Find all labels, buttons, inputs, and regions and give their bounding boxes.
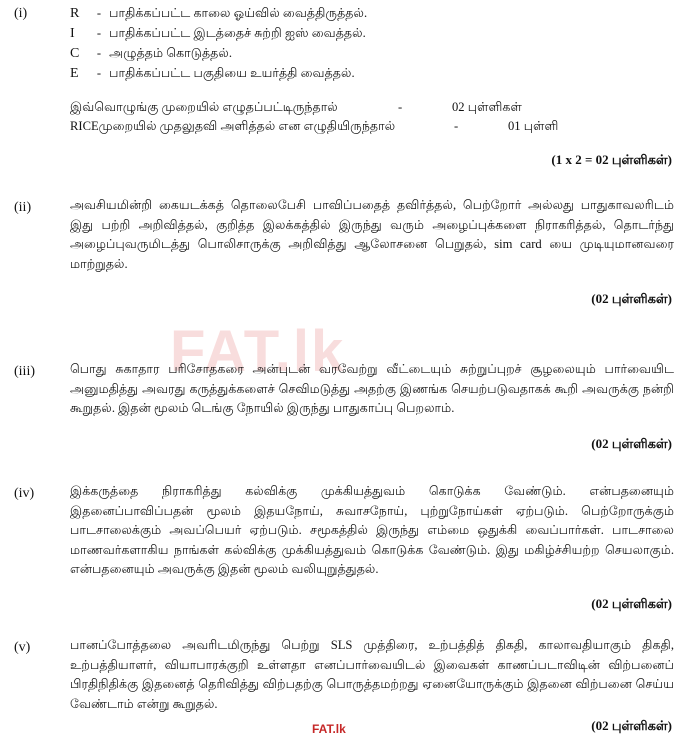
rice-item-e [70, 66, 355, 82]
question-number-ii: (ii) [14, 200, 32, 215]
question-iii-answer: பொது சுகாதார பரிசோதகரை அன்புடன் வரவேற்று வீட்டையும் சுற்றுப்புறச் சூழலையும் பார்வையிட அனுமதித்து அவரது கருத்துக்களைச் செவிமடுத்து அதற்கு இணங்க செயற்படுவதாகக் கூறி அவருக்கு நன்றி கூறுதல். இதன் மூலம் டெங்கு நோயில் இருந்து பாதுகாப்பு பெறலாம். [70, 362, 674, 415]
scoring-line-1-points: 02 புள்ளிகள் [452, 100, 522, 114]
question-iv-marks: (02 புள்ளிகள்) [591, 596, 672, 611]
scoring-line-1-text: இவ்வொழுங்கு முறையில் எழுதப்பட்டிருந்தால் [70, 100, 338, 114]
question-i-marks: (1 x 2 = 02 புள்ளிகள்) [551, 152, 672, 167]
rice-item-i [70, 26, 366, 42]
rice-text: பாதிக்கப்பட்ட பகுதியை உயர்த்தி வைத்தல். [109, 66, 355, 80]
question-number-i: (i) [14, 6, 28, 21]
dash: - [96, 26, 102, 40]
dash: - [96, 6, 102, 20]
rice-letter: I [70, 26, 75, 41]
question-v-answer: பானப்போத்தலை அவரிடமிருந்து பெற்று SLS முத்திரை, உற்பத்தித் திகதி, காலாவதியாகும் திகதி, உற்பத்தியாளர், வியாபாரக்குறி உள்ளதா எனப்பார்வையிடல் இவைகள் காணப்படாவிடின் விற்பனைப் பிரதிநிதிக்கு இதனைத் தெரிவித்து விற்பதற்கு பொருத்தமற்றது ஏனையோருக்கும் இதனை விற்பனை செய்ய வேண்டாம் என்று கூறுதல். [70, 638, 674, 711]
scoring-line-2-points: 01 புள்ளி [508, 119, 559, 133]
watermark: FAT.lk [170, 319, 346, 384]
question-ii-answer: அவசியமின்றி கையடக்கத் தொலைபேசி பாவிப்பதைத் தவிர்த்தல், பெற்றோர் அல்லது பாதுகாவலரிடம் இது பற்றி அறிவித்தல், குறித்த இலக்கத்தில் இருந்து வரும் அழைப்புக்களை நிராகரித்தல், தொடர்ந்து அழைப்புவருமிடத்து பொலிசாருக்கு அறிவித்து ஆலோசனை பெறுதல், sim card யை முடியுமானவரை மாற்றுதல். [70, 198, 674, 271]
question-number-iii: (iii) [14, 364, 35, 379]
scoring-line-2-text: RICEமுறையில் முதலுதவி அளித்தல் என எழுதியிருந்தால் [70, 119, 396, 133]
dash: - [96, 66, 102, 80]
rice-letter: E [70, 66, 79, 81]
question-iv-answer: இக்கருத்தை நிராகரித்து கல்விக்கு முக்கியத்துவம் கொடுக்க வேண்டும். என்பதனையும் இதனைப்பாவிப்பதன் மூலம் இதயநோய், சுவாசநோய், புற்றுநோய்கள் ஏற்படும். பெற்றோருக்கும் பாடசாலைக்கும் அவப்பெயர் ஏற்படும். சமூகத்தில் இருந்து எம்மை ஒதுக்கி வைப்பார்கள். பாடசாலை மாணவர்களாகிய நாங்கள் கல்விக்கு முக்கியத்துவம் கொடுக்க வேண்டும். இது மகிழ்ச்சியற்ற செயலாகும். என்பதனையும் அவருக்கு இதன் மூலம் வலியுறுத்துதல். [70, 484, 674, 576]
question-number-iv: (iv) [14, 486, 35, 501]
question-v-marks: (02 புள்ளிகள்) [591, 718, 672, 733]
scoring-line-2-dash: - [454, 119, 459, 133]
rice-letter: C [70, 46, 80, 61]
rice-text: பாதிக்கப்பட்ட காலை ஓய்வில் வைத்திருத்தல். [109, 6, 368, 20]
rice-text: அழுத்தம் கொடுத்தல். [109, 46, 232, 60]
footer-site-label: FAT.lk [312, 722, 346, 736]
question-number-v: (v) [14, 640, 31, 655]
dash: - [96, 46, 102, 60]
rice-letter: R [70, 6, 80, 21]
question-iii-marks: (02 புள்ளிகள்) [591, 436, 672, 451]
rice-item-r [70, 6, 367, 22]
question-ii-marks: (02 புள்ளிகள்) [591, 291, 672, 306]
scoring-line-1-dash: - [398, 100, 403, 114]
rice-text: பாதிக்கப்பட்ட இடத்தைச் சுற்றி ஐஸ் வைத்தல். [109, 26, 366, 40]
rice-item-c [70, 46, 232, 62]
